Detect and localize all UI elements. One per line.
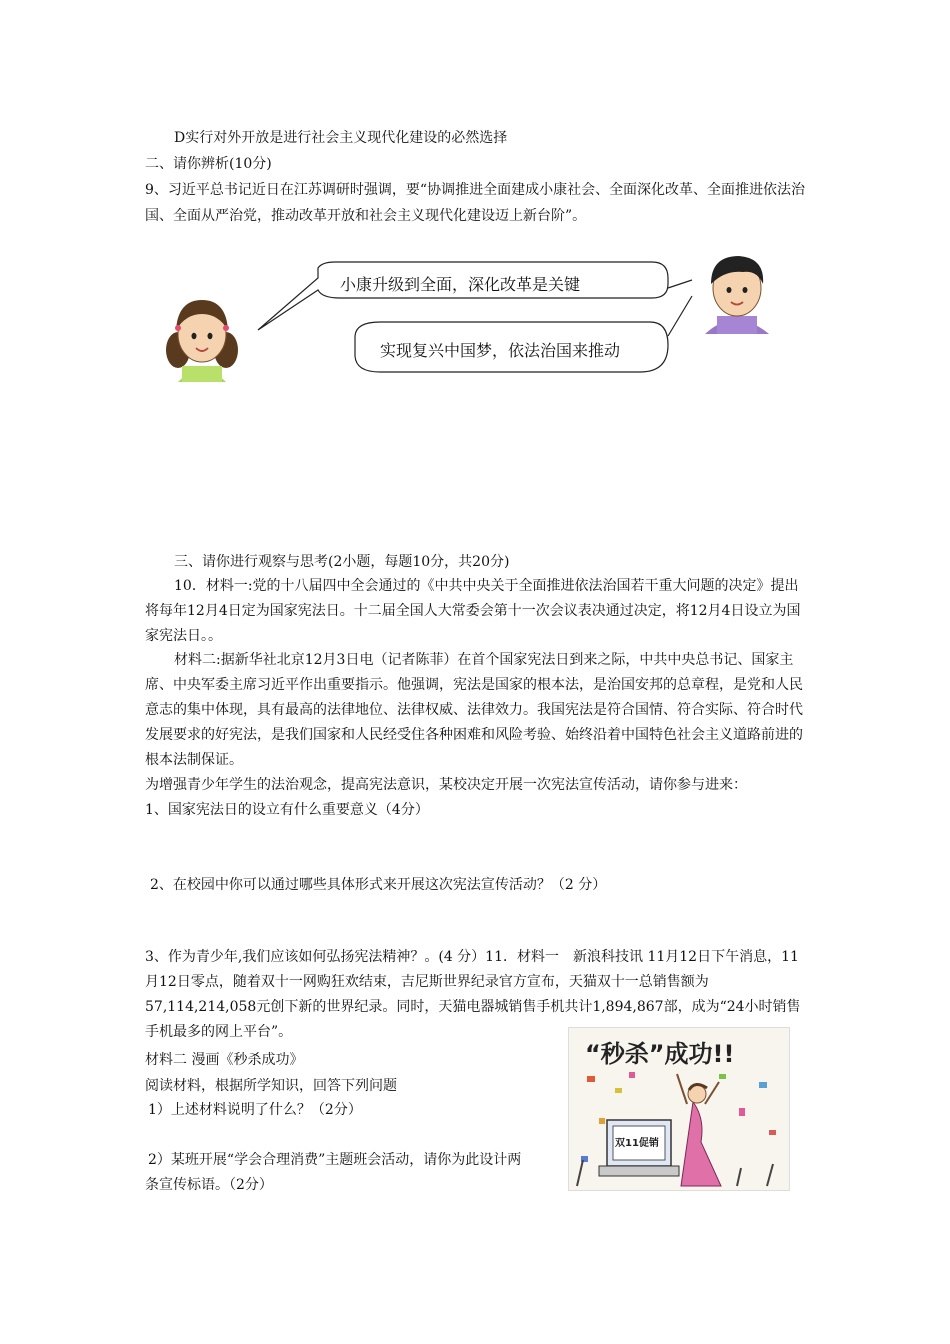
sub-question-2-line1: 2）某班开展“学会合理消费”主题班会活动，请你为此设计两	[148, 1152, 522, 1168]
material-two: 材料二:据新华社北京12月3日电（记者陈菲）在首个国家宪法日到来之际，中共中央总书记、国家主席、中央军委主席习近平作出重要指示。他强调，宪法是国家的根本法，是治国安邦的总章程，是党和人民意志的集中体现，具有最高的法律地位、法律权威、法律效力。我国宪法是符合国情、符合实际、符合时代发展要求的好宪法，是我们国家和人民经受住各种困难和风险考验、始终沿着中国特色社会主义道路前进的根本法制保证。	[145, 652, 803, 768]
speech-bubble-bottom-text: 实现复兴中国梦，依法治国来推动	[380, 341, 621, 360]
material-two-cartoon-title: 材料二 漫画《秒杀成功》	[145, 1052, 304, 1068]
question-9-line2: 国、全面从严治党，推动改革开放和社会主义现代化建设迈上新台阶”。	[145, 208, 587, 224]
sub-question-2-line2: 条宣传标语。（2分）	[145, 1177, 273, 1193]
sub-question-1: 1）上述材料说明了什么？（2分）	[148, 1102, 362, 1118]
cartoon-title-text: “秒杀”成功!!	[585, 1040, 735, 1068]
activity-intro: 为增强青少年学生的法治观念，提高宪法意识，某校决定开展一次宪法宣传活动，请你参与进来：	[145, 777, 747, 793]
cartoon-screen-text: 双11促销	[615, 1138, 659, 1149]
question-3-and-material-11: 3、作为青少年,我们应该如何弘扬宪法精神？。(4 分）11．材料一 新浪科技讯 11月12日下午消息，11月12日零点，随着双十一网购狂欢结束，吉尼斯世界纪录官方宣布，天猫双十一总销售额为57,114,214,058元创下新的世界纪录。同时，天猫电器城销售手机共计1,894,867部，成为“24小时销售手机最多的网上平台”。	[145, 949, 801, 1040]
cartoon-panel	[568, 1027, 790, 1191]
question-9-line1: 9、习近平总书记近日在江苏调研时强调，要“协调推进全面建成小康社会、全面深化改革、全面推进依法治	[145, 182, 806, 198]
reading-instruction: 阅读材料，根据所学知识，回答下列问题	[145, 1078, 397, 1094]
question-2: 2、在校园中你可以通过哪些具体形式来开展这次宪法宣传活动？（2 分）	[150, 877, 607, 893]
cartoon-illustration	[569, 1068, 789, 1190]
option-d: D实行对外开放是进行社会主义现代化建设的必然选择	[174, 130, 508, 146]
material-one: 10．材料一:党的十八届四中全会通过的《中共中央关于全面推进依法治国若干重大问题的决定》提出将每年12月4日定为国家宪法日。十二届全国人大常委会第十一次会议表决通过决定，将12月4日设立为国家宪法日。。	[145, 578, 801, 644]
section-three-heading: 三、请你进行观察与思考(2小题，每题10分，共20分)	[174, 554, 510, 570]
speech-bubble-top-text: 小康升级到全面，深化改革是关键	[340, 275, 581, 294]
section-two-heading: 二、请你辨析(10分)	[145, 156, 272, 172]
question-1: 1、国家宪法日的设立有什么重要意义（4分）	[145, 802, 429, 818]
